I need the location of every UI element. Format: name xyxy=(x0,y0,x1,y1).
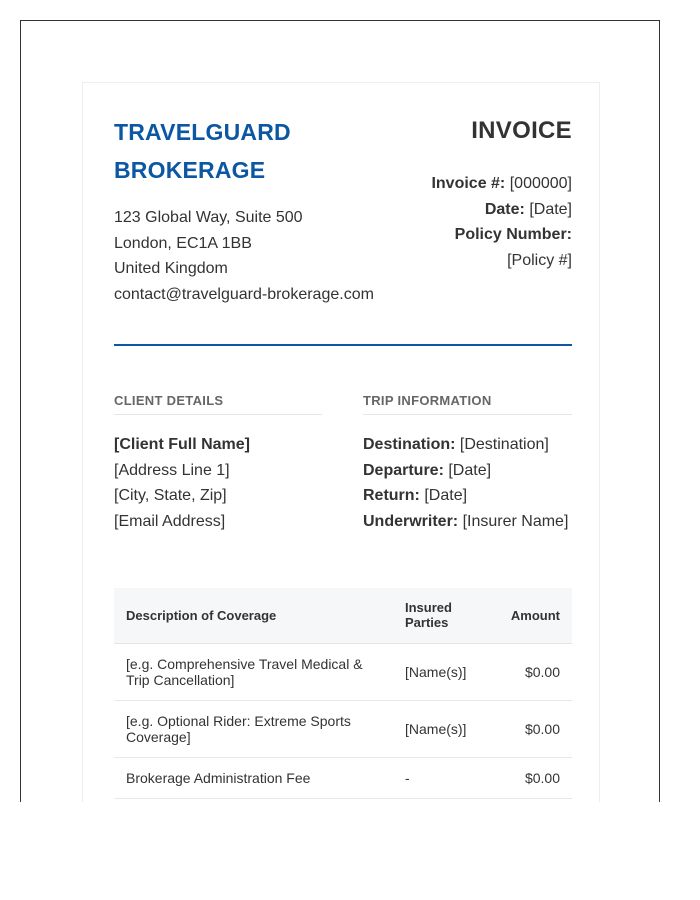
policy-number xyxy=(352,222,572,248)
invoice-date-value: [Date] xyxy=(529,200,572,218)
col-parties-header xyxy=(393,588,487,643)
col-description-header: Description of Coverage xyxy=(114,588,393,643)
company-name-line1: TRAVELGUARD xyxy=(114,119,291,145)
invoice-date-label: Date: xyxy=(484,200,525,218)
row-parties: [Name(s)] xyxy=(393,700,487,757)
company-email: contact@travelguard-brokerage.com xyxy=(114,285,374,303)
underwriter-value: [Insurer Name] xyxy=(462,512,569,530)
row-parties: - xyxy=(393,757,487,798)
destination-value: [Destination] xyxy=(459,436,549,453)
col-amount-header: Amount xyxy=(487,588,572,643)
trip-information xyxy=(363,432,593,534)
row-amount: $0.00 xyxy=(487,700,572,757)
invoice-number xyxy=(352,171,572,197)
table-row xyxy=(114,643,572,700)
departure-label: Departure: xyxy=(363,461,444,479)
row-parties: [Name(s)] xyxy=(393,643,487,700)
row-description: [e.g. Optional Rider: Extreme Sports Coverage] xyxy=(114,700,393,757)
trip-underwriter xyxy=(363,509,593,535)
col-parties-header-line2: Parties xyxy=(405,615,449,631)
row-description: [e.g. Comprehensive Travel Medical & Trip Cancellation] xyxy=(114,643,393,700)
invoice-number-value: [000000] xyxy=(509,175,572,192)
policy-number-value: [Policy #] xyxy=(507,251,572,269)
client-details xyxy=(114,432,334,534)
row-amount: $0.00 xyxy=(487,757,572,798)
client-details-heading: CLIENT DETAILS xyxy=(114,393,322,415)
col-parties-header-line1: Insured xyxy=(405,600,452,616)
trip-destination xyxy=(363,432,593,458)
table-header-row xyxy=(114,588,572,643)
client-name: [Client Full Name] xyxy=(114,436,251,453)
invoice-date xyxy=(352,197,572,223)
address-line: London, EC1A 1BB xyxy=(114,234,252,252)
header-divider xyxy=(114,344,572,346)
policy-number-label: Policy Number: xyxy=(454,226,572,244)
destination-label: Destination: xyxy=(363,436,456,453)
trip-information-heading: TRIP INFORMATION xyxy=(363,393,572,415)
invoice-number-label: Invoice #: xyxy=(431,175,506,192)
invoice-title: INVOICE xyxy=(471,117,572,144)
return-label: Return: xyxy=(363,487,420,505)
address-line: United Kingdom xyxy=(114,260,228,278)
trip-return xyxy=(363,483,593,509)
table-row xyxy=(114,700,572,757)
document-frame xyxy=(20,20,660,802)
trip-departure xyxy=(363,458,593,484)
address-line: 123 Global Way, Suite 500 xyxy=(114,209,303,226)
return-value: [Date] xyxy=(424,487,468,505)
company-name-line2: BROKERAGE xyxy=(114,157,266,183)
table-row xyxy=(114,757,572,798)
underwriter-label: Underwriter: xyxy=(363,512,459,530)
row-amount: $0.00 xyxy=(487,643,572,700)
coverage-table xyxy=(114,588,572,799)
row-description: Brokerage Administration Fee xyxy=(114,757,393,798)
departure-value: [Date] xyxy=(448,461,492,479)
company-name xyxy=(114,113,374,189)
client-address-line: [Address Line 1] xyxy=(114,461,230,479)
client-city: [City, State, Zip] xyxy=(114,487,227,505)
client-email: [Email Address] xyxy=(114,512,226,530)
invoice-meta xyxy=(352,171,572,273)
invoice-sheet xyxy=(82,82,600,802)
